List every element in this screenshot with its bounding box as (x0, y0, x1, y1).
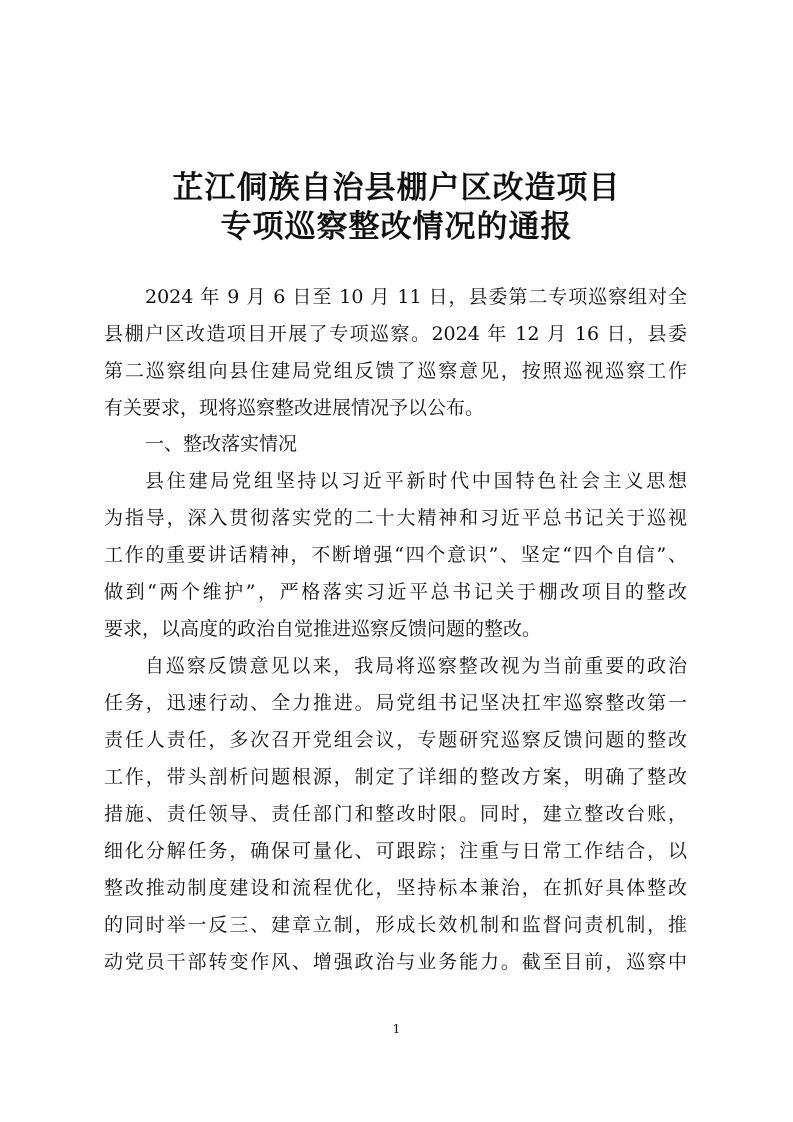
document-title-line-1: 芷江侗族自治县棚户区改造项目 (172, 170, 621, 206)
paragraph-3-line-5: 措施、责任领导、责任部门和整改时限。同时，建立整改台账， (104, 803, 687, 825)
paragraph-3-line-8: 的同时举一反三、建章立制，形成长效机制和监督问责机制，推 (104, 914, 687, 936)
page-number: 1 (392, 1022, 401, 1036)
paragraph-3-line-9: 动党员干部转变作风、增强政治与业务能力。截至目前，巡察中 (104, 951, 687, 973)
paragraph-2-line-1: 县住建局党组坚持以习近平新时代中国特色社会主义思想 (145, 470, 687, 492)
paragraph-1-line-4: 有关要求，现将巡察整改进展情况予以公布。 (104, 397, 485, 419)
paragraph-1-line-2: 县棚户区改造项目开展了专项巡察。2024 年 12 月 16 日，县委 (104, 323, 687, 345)
paragraph-2-line-5: 要求，以高度的政治自觉推进巡察反馈问题的整改。 (104, 618, 542, 640)
paragraph-3-line-4: 工作，带头剖析问题根源，制定了详细的整改方案，明确了整改 (104, 766, 687, 788)
paragraph-3-line-2: 任务，迅速行动、全力推进。局党组书记坚决扛牢巡察整改第一 (104, 692, 687, 714)
paragraph-2-line-2: 为指导，深入贯彻落实党的二十大精神和习近平总书记关于巡视 (104, 507, 687, 529)
document-title-line-2: 专项巡察整改情况的通报 (220, 209, 573, 245)
paragraph-3-line-7: 整改推动制度建设和流程优化，坚持标本兼治，在抓好具体整改 (104, 877, 687, 899)
paragraph-2-line-4: 做到“两个维护”，严格落实习近平总书记关于棚改项目的整改 (104, 581, 687, 603)
section-heading: 一、整改落实情况 (145, 433, 298, 455)
paragraph-1-line-1: 2024 年 9 月 6 日至 10 月 11 日，县委第二专项巡察组对全 (145, 286, 687, 308)
paragraph-3-line-1: 自巡察反馈意见以来，我局将巡察整改视为当前重要的政治 (145, 655, 687, 677)
paragraph-2-line-3: 工作的重要讲话精神，不断增强“四个意识”、坚定“四个自信”、 (104, 544, 687, 566)
paragraph-1-line-3: 第二巡察组向县住建局党组反馈了巡察意见，按照巡视巡察工作 (104, 360, 687, 382)
paragraph-3-line-3: 责任人责任，多次召开党组会议，专题研究巡察反馈问题的整改 (104, 729, 687, 751)
paragraph-3-line-6: 细化分解任务，确保可量化、可跟踪；注重与日常工作结合，以 (104, 840, 687, 862)
